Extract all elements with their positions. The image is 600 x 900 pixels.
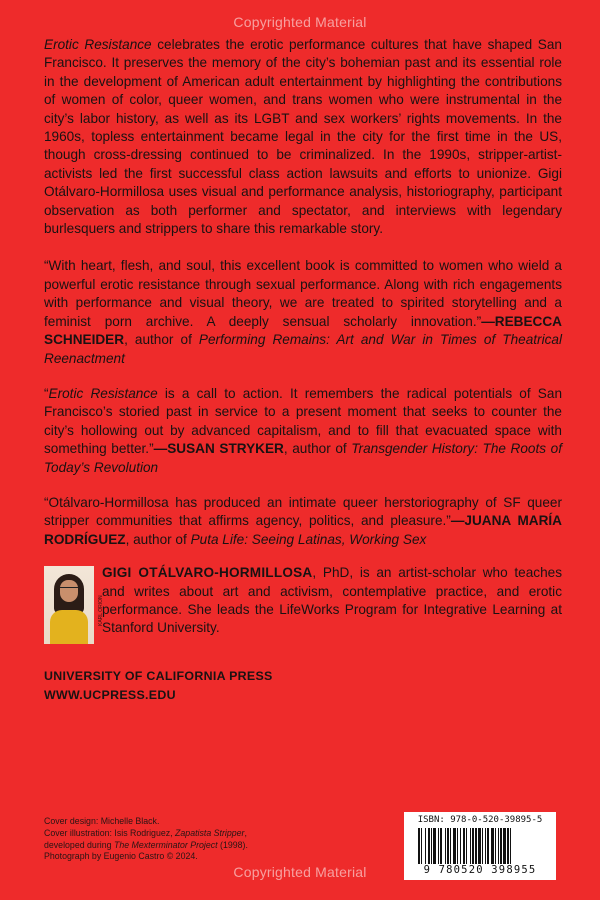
credit-illustration-suffix: , [244,827,247,838]
publisher-url: WWW.UCPRESS.EDU [44,688,176,703]
credit-project [44,840,344,852]
publisher-name: UNIVERSITY OF CALIFORNIA PRESS [44,669,273,684]
credit-design: Cover design: Michelle Black. [44,816,160,826]
credit-photo: Photograph by Eugenio Castro © 2024. [44,851,198,862]
cover-credits [44,816,344,863]
back-cover-content [44,36,562,705]
copyright-watermark: Copyrighted Material [233,14,367,30]
blurb-book: Performing Remains: Art and War in Times of Theatrical Reenactment [44,332,562,366]
blurb-author-of: , author of [283,441,352,457]
photo-credit: KARL ORION [98,595,104,627]
blurb-book: Puta Life: Seeing Latinas, Working Sex [190,531,427,547]
blurb-author: —REBECCA SCHNEIDER [44,313,562,348]
credit-project-prefix: developed during [44,839,114,850]
blurb-author-of: , author of [124,332,199,348]
copyright-watermark-bottom: Copyrighted Material [233,864,367,880]
publisher-block [44,667,562,705]
blurb-2 [44,385,562,477]
description-text: celebrates the erotic performance cultures that have shaped San Francisco. It preserves the memory of the city’s bohemian past and its essential role in the development of American adult entertainment by highlighting the contributions of women of color, queer women, and trans women who were instrumental in the city’s labor history, as well as its LGBT and sex workers’ rights movements. In the 1960s, topless entertainment became legal in the city for the first time in the US, though cross-dressing continued to be criminalized. In the 1990s, stripper-artist-activists led the first successful class action lawsuits and efforts to unionize. Gigi Otálvaro-Hormillosa uses visual and performance analysis, historiography, participant observation as both performer and spectator, and interviews with legendary burlesquers and strippers to share this remarkable story. [44,37,562,237]
credit-illustration-prefix: Cover illustration: Isis Rodriguez, [44,827,176,838]
book-title: Erotic Resistance [44,37,152,52]
blurb-italic-lead: Erotic Resistance [48,385,158,401]
author-photo [44,566,94,644]
bio-text: , PhD, is an artist-scholar who teaches and writes about art and activism, contemplative practice, and erotic performance. She leads the LifeWorks Program for Integrative Learning at Stanford University. [102,565,563,636]
blurb-author: —SUSAN STRYKER [153,441,284,457]
blurb-author: —JUANA MARÍA RODRÍGUEZ [44,513,562,547]
blurb-quote: “With heart, flesh, and soul, this excellent book is committed to women who wield a powerful erotic resistance through sexual performance. Along with rich engagements with performance and visual theory, we are treated to spirited storytelling and a feminist porn archive. A deeply sensual scholarly innovation.” [44,258,562,329]
author-bio [102,564,562,638]
author-name: GIGI OTÁLVARO-HORMILLOSA [102,565,313,581]
credit-project-suffix: (1998). [217,839,248,850]
blurb-quote: “Otálvaro-Hormillosa has produced an intimate queer herstoriography of SF queer stripper communities that affirms agency, politics, and pleasure.” [44,494,562,529]
blurb-3 [44,494,562,549]
blurb-quote: is a call to action. It remembers the radical potentials of San Francisco’s storied past in service to a present moment that seeks to counter the city’s hollowing out by advanced capitalism, and to fill that evacuated space with something better.” [44,385,562,457]
barcode-bars [418,828,542,864]
isbn-label: ISBN: 978-0-520-39895-5 [417,815,543,825]
author-bio-block [44,566,562,648]
credit-project-title: The Mexterminator Project [113,839,218,850]
credit-illustration-title: Zapatista Stripper [175,827,245,838]
blurb-quote-open: “ [44,385,49,401]
credit-illustration [44,828,344,840]
barcode-digits: 9 780520 398955 [423,864,537,876]
blurb-1 [44,257,562,367]
blurb-author-of: , author of [125,531,191,547]
book-description [44,36,562,238]
blurb-book: Transgender History: The Roots of Today’s Revolution [44,441,562,475]
